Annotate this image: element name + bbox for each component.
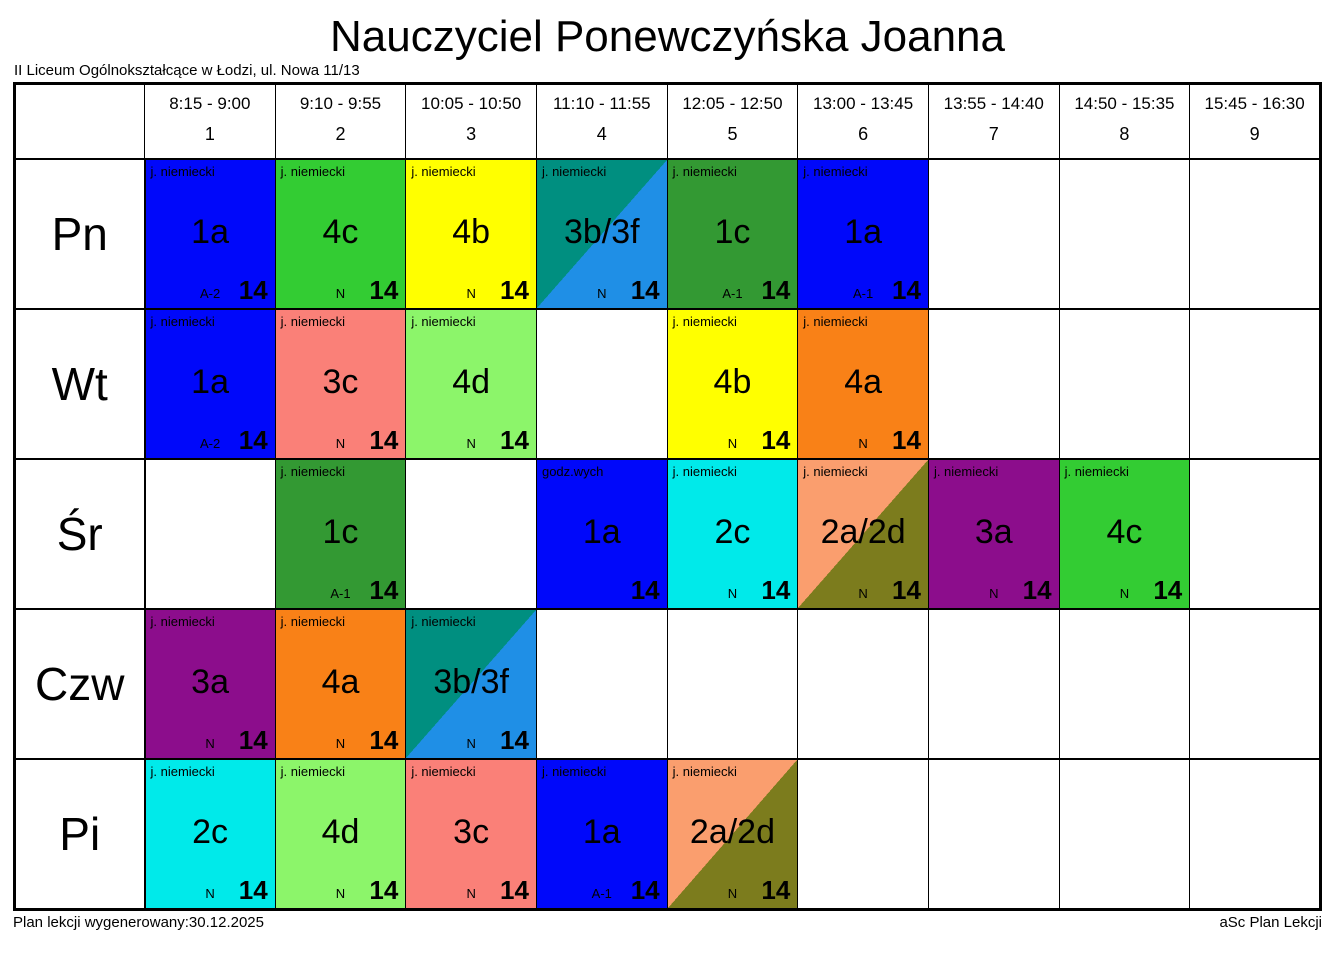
class-label: 3a: [974, 513, 1013, 552]
period-number: 8: [1119, 124, 1130, 145]
subject-label: j. niemiecki: [1064, 464, 1129, 480]
room-label: 14: [500, 275, 529, 306]
lesson-cell-1-3[interactable]: [406, 309, 537, 459]
period-time: 15:45 - 16:30: [1204, 94, 1305, 114]
group-label: N: [466, 736, 476, 752]
room-label: 14: [761, 275, 791, 306]
empty-cell-4-7: [928, 759, 1059, 910]
room-label: 14: [500, 725, 529, 756]
lesson-cell-0-4[interactable]: [536, 159, 667, 309]
empty-cell-3-8: [1059, 609, 1190, 759]
day-header-1: Wt: [15, 309, 145, 459]
class-label: 4c: [322, 213, 359, 252]
group-label: N: [1119, 586, 1130, 602]
group-label: N: [858, 436, 868, 452]
class-label: 1a: [582, 513, 621, 552]
group-label: A-2: [199, 436, 221, 452]
group-label: N: [335, 886, 346, 902]
group-label: N: [466, 286, 476, 302]
empty-cell-0-8: [1059, 159, 1190, 309]
lesson-cell-0-1[interactable]: [145, 159, 276, 309]
empty-cell-2-1: [145, 459, 276, 609]
period-header-6: [798, 84, 929, 160]
lesson-cell-2-7[interactable]: [928, 459, 1059, 609]
class-label: 3a: [191, 663, 229, 702]
period-time: 8:15 - 9:00: [169, 94, 251, 114]
group-label: N: [989, 586, 999, 602]
group-label: N: [858, 586, 868, 602]
group-label: A-1: [330, 586, 351, 602]
lesson-cell-3-3[interactable]: [406, 609, 537, 759]
footer: [13, 914, 1322, 931]
class-label: 1a: [191, 213, 229, 252]
class-label: 2a/2d: [689, 813, 775, 852]
empty-cell-3-4: [536, 609, 667, 759]
lesson-cell-4-5[interactable]: [667, 759, 798, 910]
room-label: 14: [369, 275, 399, 306]
room-label: 14: [761, 575, 791, 606]
room-label: 14: [630, 575, 660, 606]
empty-cell-4-9: [1190, 759, 1321, 910]
period-number: 1: [204, 124, 215, 145]
empty-cell-4-8: [1059, 759, 1190, 910]
period-number: 3: [466, 124, 477, 145]
subject-label: j. niemiecki: [280, 614, 345, 630]
lesson-cell-0-5[interactable]: [667, 159, 798, 309]
day-header-0: Pn: [15, 159, 145, 309]
lesson-cell-2-2[interactable]: [275, 459, 406, 609]
subject-label: j. niemiecki: [150, 164, 215, 180]
subject-label: j. niemiecki: [280, 164, 345, 180]
lesson-cell-0-6[interactable]: [798, 159, 929, 309]
group-label: A-1: [591, 886, 612, 902]
empty-cell-2-3: [406, 459, 537, 609]
class-label: 3b/3f: [433, 663, 509, 702]
period-time: 14:50 - 15:35: [1074, 94, 1175, 114]
period-number: 6: [858, 124, 869, 145]
period-number: 7: [988, 124, 999, 145]
period-header-1: [145, 84, 276, 160]
empty-cell-3-9: [1190, 609, 1321, 759]
lesson-cell-3-1[interactable]: [145, 609, 276, 759]
group-label: N: [205, 886, 215, 902]
lesson-cell-4-4[interactable]: [536, 759, 667, 910]
class-label: 4a: [844, 363, 883, 402]
class-label: 4a: [321, 663, 360, 702]
empty-cell-1-8: [1059, 309, 1190, 459]
period-header-3: [406, 84, 537, 160]
class-label: 1c: [714, 213, 751, 252]
subject-label: j. niemiecki: [150, 314, 215, 330]
period-number: 2: [335, 124, 346, 145]
lesson-cell-0-2[interactable]: [275, 159, 406, 309]
empty-cell-0-9: [1190, 159, 1321, 309]
group-label: N: [727, 886, 738, 902]
lesson-cell-4-1[interactable]: [145, 759, 276, 910]
lesson-cell-1-2[interactable]: [275, 309, 406, 459]
group-label: N: [597, 286, 607, 302]
period-time: 9:10 - 9:55: [299, 94, 382, 114]
group-label: N: [335, 436, 346, 452]
subject-label: j. niemiecki: [672, 764, 737, 780]
period-time: 11:10 - 11:55: [552, 94, 651, 114]
lesson-cell-4-2[interactable]: [275, 759, 406, 910]
lesson-cell-4-3[interactable]: [406, 759, 537, 910]
class-label: 3b/3f: [563, 213, 640, 252]
room-label: 14: [238, 425, 268, 456]
page-title: Nauczyciel Ponewczyńska Joanna: [329, 12, 1006, 61]
lesson-cell-0-3[interactable]: [406, 159, 537, 309]
subject-label: j. niemiecki: [803, 314, 868, 330]
lesson-cell-1-1[interactable]: [145, 309, 276, 459]
corner-cell: [15, 84, 145, 160]
day-header-4: Pi: [15, 759, 145, 910]
class-label: 2c: [714, 513, 751, 552]
empty-cell-4-6: [798, 759, 929, 910]
empty-cell-1-9: [1190, 309, 1321, 459]
class-label: 1a: [844, 213, 883, 252]
empty-cell-3-6: [798, 609, 929, 759]
room-label: 14: [500, 875, 529, 906]
group-label: N: [205, 736, 215, 752]
class-label: 4c: [1106, 513, 1143, 552]
period-header-8: [1059, 84, 1190, 160]
period-header-2: [275, 84, 406, 160]
class-label: 1a: [582, 813, 621, 852]
class-label: 1a: [191, 363, 229, 402]
lesson-cell-1-5[interactable]: [667, 309, 798, 459]
subject-label: godz.wych: [541, 464, 604, 480]
subject-label: j. niemiecki: [411, 614, 476, 630]
room-label: 14: [369, 575, 399, 606]
timetable: [13, 82, 1322, 911]
room-label: 14: [238, 725, 268, 756]
subject-label: j. niemiecki: [280, 764, 345, 780]
room-label: 14: [761, 425, 791, 456]
class-label: 2c: [192, 813, 229, 852]
class-label: 3c: [453, 813, 490, 852]
lesson-cell-2-6[interactable]: [798, 459, 929, 609]
class-label: 4b: [452, 213, 491, 252]
empty-cell-1-7: [928, 309, 1059, 459]
empty-cell-1-4: [536, 309, 667, 459]
room-label: 14: [892, 575, 921, 606]
room-label: 14: [238, 275, 268, 306]
school-name: II Liceum Ogólnokształcące w Łodzi, ul. Nowa 11/13: [14, 62, 360, 80]
day-header-2: Śr: [15, 459, 145, 609]
class-label: 3c: [322, 363, 359, 402]
period-number: 9: [1249, 124, 1260, 145]
subject-label: j. niemiecki: [672, 164, 737, 180]
group-label: A-2: [199, 286, 221, 302]
group-label: N: [727, 436, 738, 452]
room-label: 14: [892, 275, 921, 306]
class-label: 4d: [452, 363, 491, 402]
subject-label: j. niemiecki: [280, 314, 345, 330]
empty-cell-3-5: [667, 609, 798, 759]
lesson-cell-2-8[interactable]: [1059, 459, 1190, 609]
empty-cell-3-7: [928, 609, 1059, 759]
period-time: 10:05 - 10:50: [421, 94, 522, 114]
class-label: 1c: [322, 513, 359, 552]
header-row: [15, 84, 1321, 160]
subject-label: j. niemiecki: [150, 614, 215, 630]
subject-label: j. niemiecki: [411, 764, 476, 780]
subject-label: j. niemiecki: [541, 164, 607, 180]
subject-label: j. niemiecki: [672, 464, 737, 480]
group-label: N: [335, 286, 346, 302]
period-header-9: [1190, 84, 1321, 160]
subject-label: j. niemiecki: [672, 314, 737, 330]
class-label: 4d: [321, 813, 360, 852]
room-label: 14: [500, 425, 529, 456]
room-label: 14: [369, 725, 399, 756]
empty-cell-2-9: [1190, 459, 1321, 609]
room-label: 14: [630, 275, 660, 306]
subject-label: j. niemiecki: [150, 764, 215, 780]
group-label: N: [466, 886, 476, 902]
period-time: 13:00 - 13:45: [813, 94, 914, 114]
subject-label: j. niemiecki: [803, 164, 868, 180]
class-label: 2a/2d: [820, 513, 906, 552]
app-name-label: aSc Plan Lekcji: [1219, 914, 1322, 932]
class-label: 4b: [713, 363, 752, 402]
generated-date-label: Plan lekcji wygenerowany:30.12.2025: [13, 914, 264, 932]
subject-label: j. niemiecki: [541, 764, 607, 780]
room-label: 14: [1153, 575, 1183, 606]
period-number: 4: [596, 124, 607, 145]
empty-cell-0-7: [928, 159, 1059, 309]
subject-label: j. niemiecki: [280, 464, 345, 480]
room-label: 14: [369, 425, 399, 456]
room-label: 14: [1022, 575, 1052, 606]
lesson-cell-2-5[interactable]: [667, 459, 798, 609]
group-label: N: [466, 436, 476, 452]
group-label: A-1: [722, 286, 743, 302]
subject-label: j. niemiecki: [411, 314, 476, 330]
room-label: 14: [892, 425, 921, 456]
group-label: N: [335, 736, 346, 752]
room-label: 14: [369, 875, 399, 906]
period-number: 5: [727, 124, 738, 145]
period-header-4: [536, 84, 667, 160]
period-header-7: [928, 84, 1059, 160]
room-label: 14: [630, 875, 660, 906]
subject-label: j. niemiecki: [803, 464, 868, 480]
lesson-cell-1-6[interactable]: [798, 309, 929, 459]
period-time: 13:55 - 14:40: [943, 94, 1044, 114]
subject-label: j. niemiecki: [411, 164, 476, 180]
period-header-5: [667, 84, 798, 160]
group-label: A-1: [852, 286, 874, 302]
room-label: 14: [238, 875, 268, 906]
lesson-cell-3-2[interactable]: [275, 609, 406, 759]
room-label: 14: [761, 875, 791, 906]
subject-label: j. niemiecki: [933, 464, 999, 480]
period-time: 12:05 - 12:50: [682, 94, 783, 114]
lesson-cell-2-4[interactable]: [536, 459, 667, 609]
group-label: N: [727, 586, 738, 602]
day-header-3: Czw: [15, 609, 145, 759]
